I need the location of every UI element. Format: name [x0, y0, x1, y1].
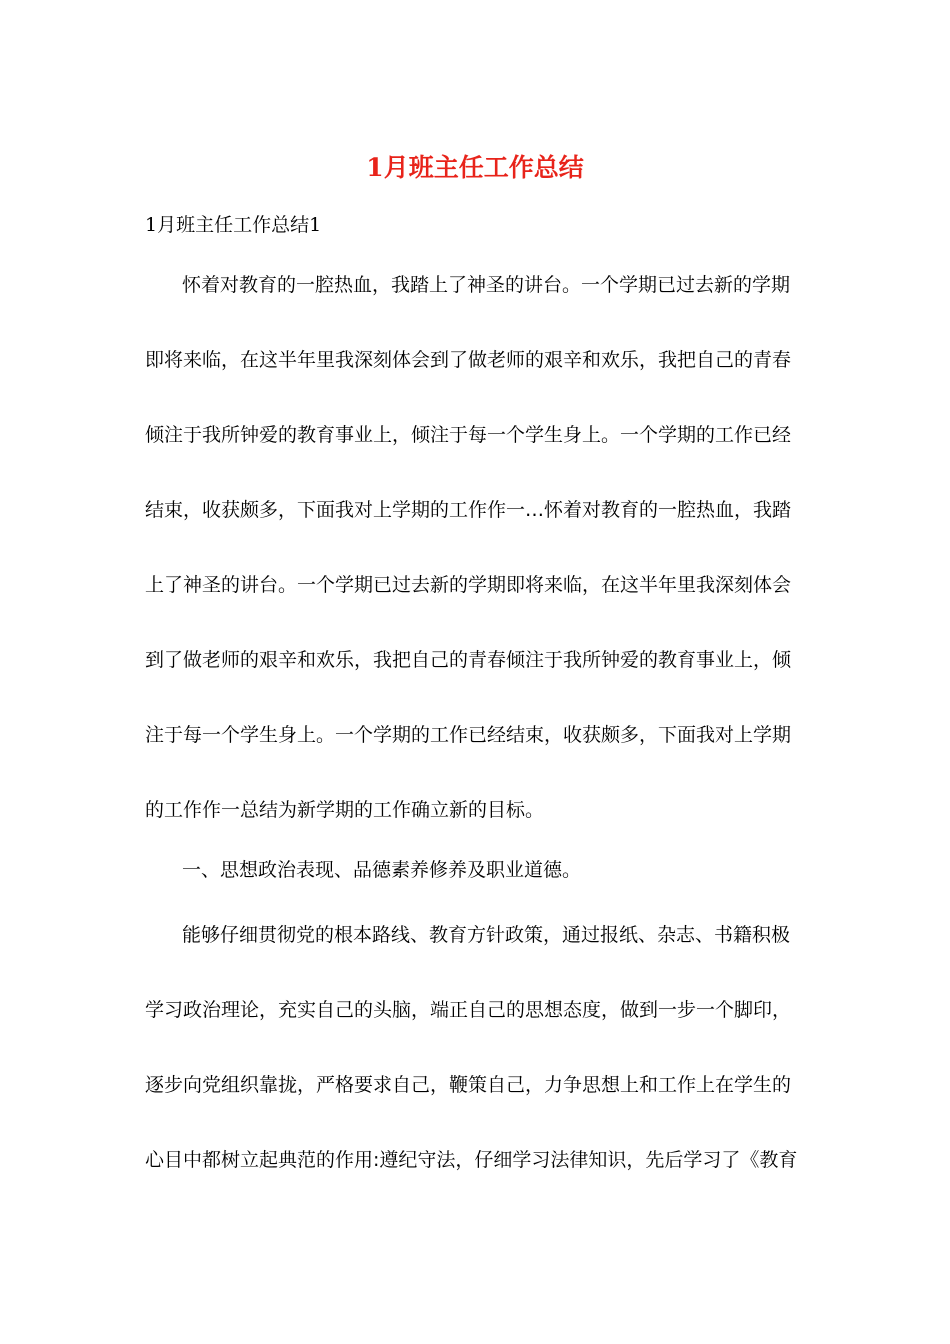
paragraph-line: 上了神圣的讲台。一个学期已过去新的学期即将来临，在这半年里我深刻体会 — [145, 574, 792, 596]
paragraph-line: 心目中都树立起典范的作用:遵纪守法，仔细学习法律知识，先后学习了《教育 — [145, 1149, 798, 1171]
paragraph-line: 即将来临，在这半年里我深刻体会到了做老师的艰辛和欢乐，我把自己的青春 — [145, 349, 792, 371]
paragraph-line: 学习政治理论，充实自己的头脑，端正自己的思想态度，做到一步一个脚印， — [145, 999, 792, 1021]
paragraph-line: 怀着对教育的一腔热血，我踏上了神圣的讲台。一个学期已过去新的学期 — [182, 274, 791, 296]
paragraph-line: 到了做老师的艰辛和欢乐，我把自己的青春倾注于我所钟爱的教育事业上，倾 — [145, 649, 792, 671]
paragraph-line: 能够仔细贯彻党的根本路线、教育方针政策，通过报纸、杂志、书籍积极 — [182, 924, 791, 946]
page-title: 1月班主任工作总结 — [366, 153, 584, 182]
paragraph-line: 结束，收获颇多，下面我对上学期的工作作一…怀着对教育的一腔热血，我踏 — [145, 499, 792, 521]
paragraph-line: 逐步向党组织靠拢，严格要求自己，鞭策自己，力争思想上和工作上在学生的 — [145, 1074, 792, 1096]
section-heading: 一、思想政治表现、品德素养修养及职业道德。 — [182, 859, 582, 881]
paragraph-line: 注于每一个学生身上。一个学期的工作已经结束，收获颇多，下面我对上学期 — [145, 724, 792, 746]
paragraph-line: 的工作作一总结为新学期的工作确立新的目标。 — [145, 799, 545, 821]
paragraph-line: 倾注于我所钟爱的教育事业上，倾注于每一个学生身上。一个学期的工作已经 — [145, 424, 792, 446]
section-subtitle: 1月班主任工作总结1 — [145, 214, 322, 236]
